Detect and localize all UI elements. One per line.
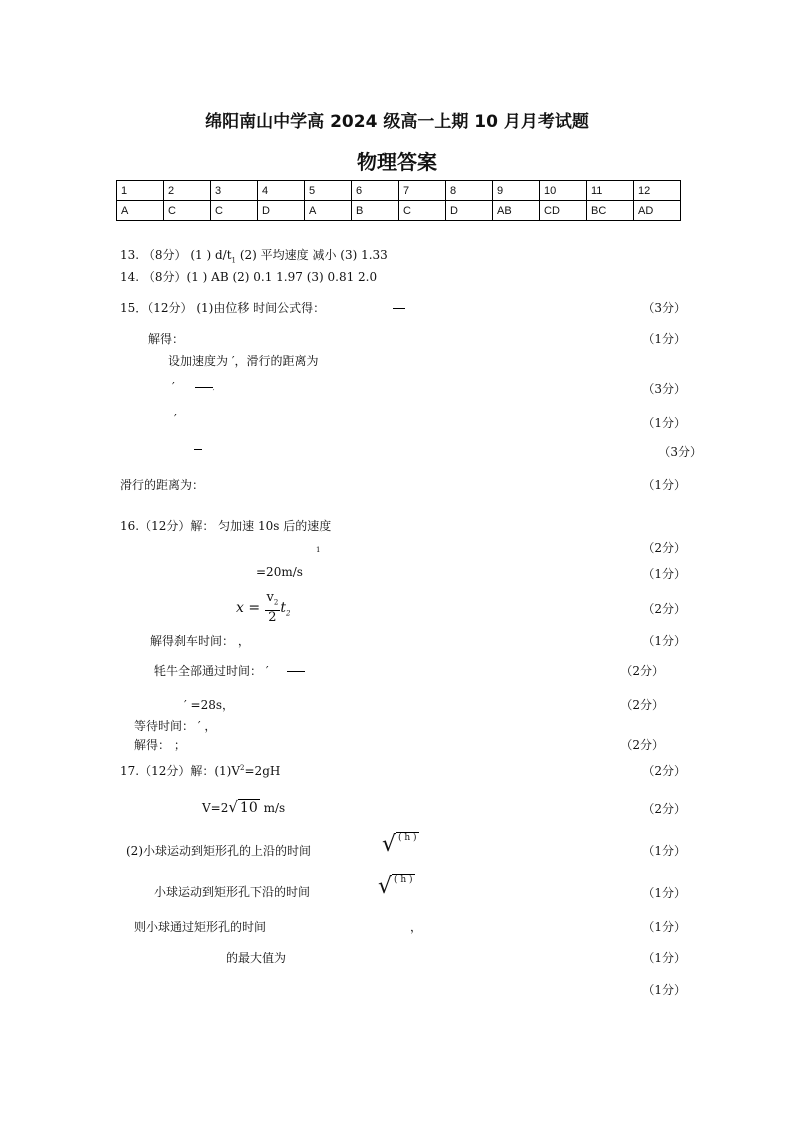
score: （2分） [620,664,664,678]
score: （2分） [620,698,664,712]
table-cell: 3 [211,181,258,201]
table-cell: BC [587,201,634,221]
score: （3分） [642,301,686,315]
q15-line1: 15．（12分） (1)由位移 时间公式得： [120,299,405,316]
table-cell: 4 [258,181,305,201]
sqrt-icon: √ [382,832,397,857]
minus-sign [393,308,405,309]
score: （1分） [642,634,686,648]
table-row-numbers [117,181,681,201]
score: （1分） [642,332,686,346]
q15-eq1: ′ $'$ [172,380,215,397]
q15-eq2: ′ [174,412,177,426]
answer-table [116,180,681,221]
q16-cattle-time: 牦牛全部通过时间： ′ [154,662,305,679]
table-cell: 12 [634,181,681,201]
q17-lower-root: √ ( h ) [378,874,413,899]
score: （1分） [642,951,686,965]
q16-line1: 16.（12分）解： 匀加速 10s 后的速度 [120,519,332,533]
q17-upper-edge: (2)小球运动到矩形孔的上沿的时间 [126,844,311,858]
score: （2分） [642,602,686,616]
page-subtitle: 物理答案 [357,150,437,174]
score: （3分） [658,445,702,459]
q15-solve-label: 解得： [148,332,185,346]
q16-t-result: ′ =28s， [184,698,235,712]
score: （1分） [642,567,686,581]
table-cell: A [305,201,352,221]
q16-brake-time: 解得刹车时间： ， [150,634,250,648]
table-cell: 11 [587,181,634,201]
q17-v-line: V=2√ 10 m/s [202,798,286,816]
sqrt-icon: √ [378,874,393,899]
q17-line1: 17.（12分）解：$(1)V^2=2gH$ [120,764,281,778]
fraction-bar [287,671,305,672]
q17-lower-edge: 小球运动到矩形孔下沿的时间 [154,885,311,899]
table-cell: 9 [493,181,540,201]
q14-line: 14. （8分）(1 ) AB (2) 0.1 1.97 (3) 0.81 2.0 [120,270,378,284]
table-cell: D [258,201,305,221]
table-cell: 2 [164,181,211,201]
q15-eq3 [194,442,202,456]
table-cell: C [399,201,446,221]
table-cell: 1 [117,181,164,201]
q16-formula: x = $\frac{v_2}{2}$ $t_2$ [236,590,291,625]
q17-upper-root: √ ( h ) [382,832,417,857]
table-cell: 6 [352,181,399,201]
table-cell: C [211,201,258,221]
table-cell: 5 [305,181,352,201]
q16-tiny-mark: 1 [316,546,321,554]
table-cell: CD [540,201,587,221]
table-cell: C [164,201,211,221]
table-cell: B [352,201,399,221]
score: （2分） [642,541,686,555]
table-row-answers [117,201,681,221]
q16-v-result: =20m/s [256,565,303,579]
q17-pass-time: 则小球通过矩形孔的时间 [134,920,267,934]
score: （2分） [642,764,686,778]
table-cell: 7 [399,181,446,201]
q17-comma: ， [410,920,423,934]
table-cell: 10 [540,181,587,201]
score: （1分） [642,416,686,430]
score: （1分） [642,844,686,858]
q16-wait-time: 等待时间： ′ ， [134,719,217,733]
q16-solve-label: 解得： ； [134,738,186,752]
q17-max-value: 的最大值为 [226,951,287,965]
sqrt-icon: √ [228,798,238,816]
q15-distance: 滑行的距离为： [120,478,205,492]
fraction-bar [195,387,213,388]
score: （1分） [642,478,686,492]
table-cell: 8 [446,181,493,201]
score: （2分） [642,802,686,816]
page-title: 绵阳南山中学高 2024 级高一上期 10 月月考试题 [205,112,589,132]
score: （2分） [620,738,664,752]
score: （1分） [642,886,686,900]
table-cell: D [446,201,493,221]
table-cell: AD [634,201,681,221]
score: （1分） [642,920,686,934]
table-cell: AB [493,201,540,221]
q15-setup: 设加速度为 ′，滑行的距离为 [168,354,319,368]
minus-sign [194,449,202,450]
fraction: $\frac{v_2}{2}$ [266,590,279,625]
table-cell: A [117,201,164,221]
score: （3分） [642,382,686,396]
score: （1分） [642,983,686,997]
q13-line: 13. （8分） (1 ) $d/t_1$ (2) 平均速度 减小 (3) 1.33 [120,248,388,265]
